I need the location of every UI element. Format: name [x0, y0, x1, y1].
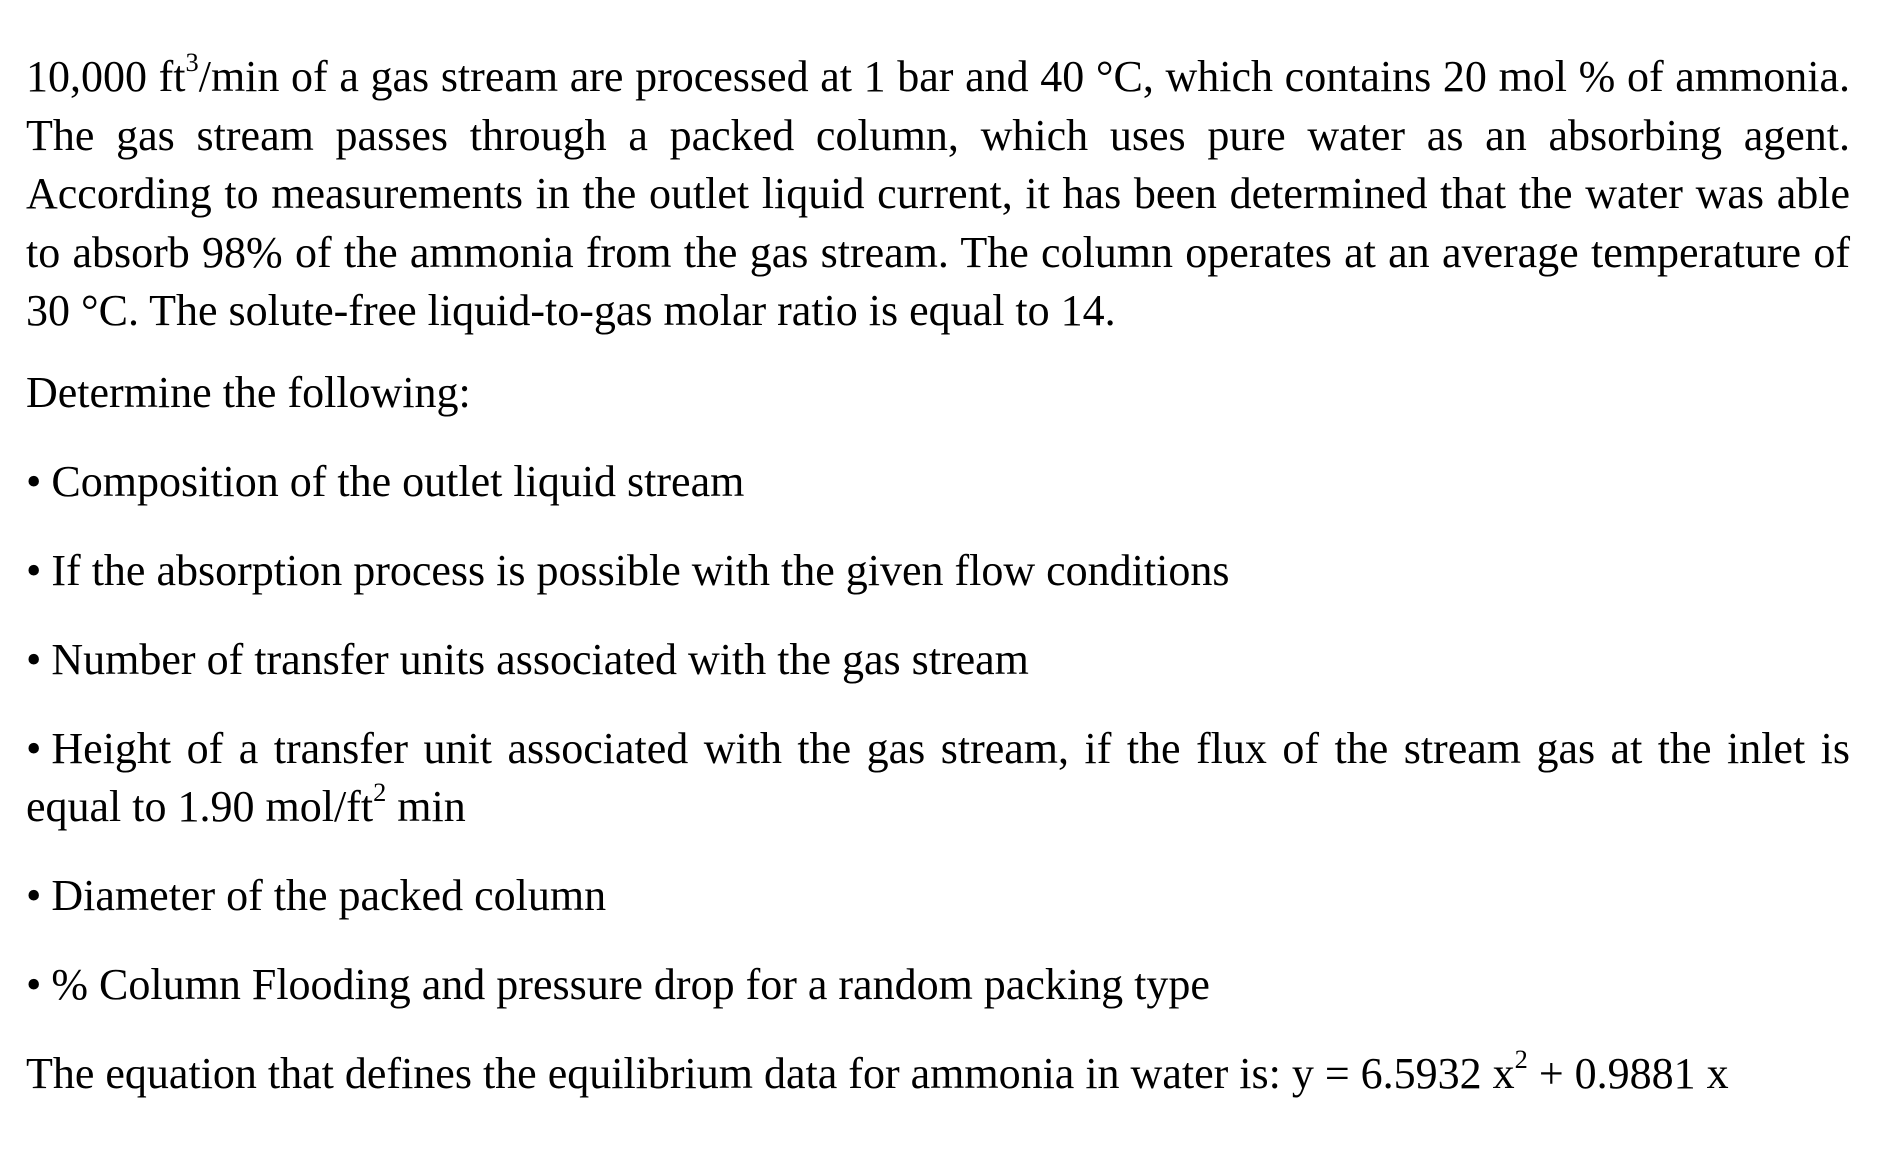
- bullet-icon: •: [26, 870, 42, 920]
- bullet-icon: •: [26, 959, 42, 1009]
- list-item: [26, 453, 1850, 511]
- squared-exponent: 2: [373, 776, 387, 807]
- intro-paragraph: [26, 48, 1850, 341]
- list-item: [26, 956, 1850, 1014]
- list-item: [26, 631, 1850, 689]
- list-item-unit: min: [386, 781, 466, 831]
- list-item: [26, 542, 1850, 600]
- list-item-text: % Column Flooding and pressure drop for a random packing type: [51, 959, 1210, 1009]
- problem-statement: [26, 48, 1850, 1103]
- list-item: [26, 867, 1850, 925]
- list-item-text: Number of transfer units associated with the gas stream: [51, 634, 1029, 684]
- bullet-icon: •: [26, 723, 42, 773]
- list-item-text: If the absorption process is possible with the given flow conditions: [51, 545, 1230, 595]
- intro-text: /min of a gas stream are processed at 1 bar and 40 °C, which contains 20 mol % of ammonia. The gas stream passes through a packed column, which uses pure water as an absorbing agent. According to measurements in the outlet liquid current, it has been determined that the water was able to absorb 98% of the ammonia from the gas stream. The column operates at an average temperature of 30 °C. The solute-free liquid-to-gas molar ratio is equal to 14.: [26, 52, 1850, 335]
- list-item-text: Diameter of the packed column: [51, 870, 607, 920]
- bullet-icon: •: [26, 634, 42, 684]
- equation-suffix: + 0.9881 x: [1527, 1048, 1729, 1098]
- list-item-text: Height of a transfer unit associated with the gas stream, if the flux of the stream gas at the inlet is equal to 1.90 mol/ft: [26, 723, 1850, 831]
- bullet-icon: •: [26, 456, 42, 506]
- flow-rate-value: 10,000 ft: [26, 52, 186, 101]
- cubed-exponent: 3: [185, 47, 199, 78]
- equation-exponent: 2: [1514, 1043, 1528, 1074]
- list-item: [26, 720, 1850, 836]
- lead-in: Determine the following:: [26, 367, 471, 417]
- equilibrium-equation: [26, 1045, 1850, 1103]
- bullet-icon: •: [26, 545, 42, 595]
- list-item-text: Composition of the outlet liquid stream: [51, 456, 745, 506]
- equation-prefix: The equation that defines the equilibrium data for ammonia in water is: y = 6.5932 x: [26, 1048, 1515, 1098]
